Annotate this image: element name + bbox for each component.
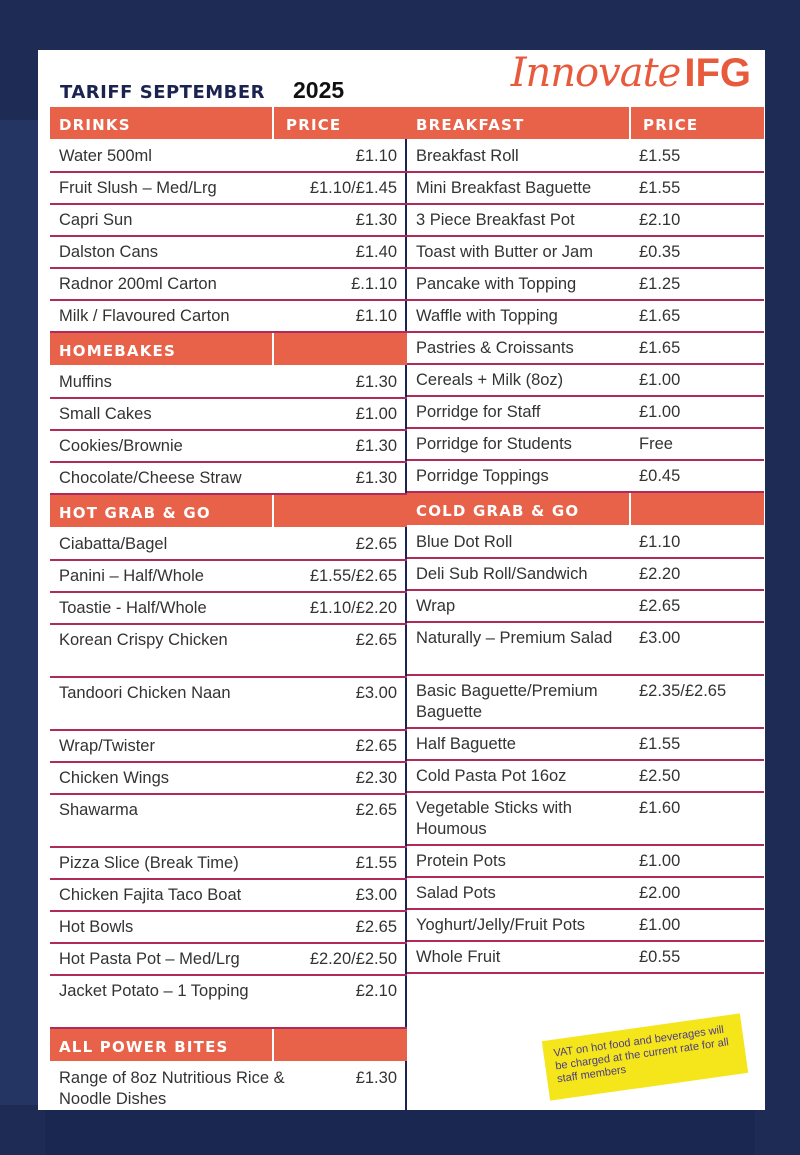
menu-row	[407, 461, 764, 493]
menu-row	[50, 763, 407, 795]
item-price: £2.50	[639, 767, 681, 785]
menu-row	[50, 237, 407, 269]
item-price: £2.35/£2.65	[639, 682, 727, 700]
item-name: Water 500ml	[59, 147, 152, 165]
menu-row	[407, 910, 764, 942]
item-name: Porridge for Students	[416, 435, 572, 453]
item-price: £2.65	[355, 535, 397, 553]
menu-row	[407, 397, 764, 429]
menu-row	[407, 365, 764, 397]
menu-row	[50, 463, 407, 495]
item-name: Hot Pasta Pot – Med/Lrg	[59, 950, 240, 968]
item-name: Cereals + Milk (8oz)	[416, 371, 564, 389]
item-name: Korean Crispy Chicken	[59, 631, 228, 649]
section-title: BREAKFAST	[407, 107, 631, 139]
item-name: Milk / Flavoured Carton	[59, 307, 230, 325]
menu-row	[407, 429, 764, 461]
menu-row	[407, 676, 764, 729]
title-bar	[38, 50, 765, 107]
menu-row	[407, 237, 764, 269]
menu-row	[50, 269, 407, 301]
item-name: Fruit Slush – Med/Lrg	[59, 179, 217, 197]
vat-sticky-note: VAT on hot food and beverages will be charged at the current rate for all staff members	[542, 1013, 748, 1100]
tariff-year: 2025	[293, 77, 345, 103]
item-name: Capri Sun	[59, 211, 133, 229]
menu-row	[50, 301, 407, 333]
price-header-empty	[631, 493, 764, 525]
item-price: £1.10	[639, 533, 681, 551]
tariff-sheet	[38, 50, 765, 1110]
background-panel	[0, 120, 40, 1105]
menu-row	[407, 205, 764, 237]
item-name: Tandoori Chicken Naan	[59, 684, 231, 702]
price-header-empty	[274, 333, 407, 365]
item-name: Half Baguette	[416, 735, 516, 753]
menu-row	[50, 561, 407, 593]
menu-row	[407, 623, 764, 676]
left-column	[50, 107, 407, 1116]
item-price: £1.25	[639, 275, 681, 293]
item-price: £2.00	[639, 884, 681, 902]
item-price: £2.10	[639, 211, 681, 229]
item-name: Toastie - Half/Whole	[59, 599, 207, 617]
section-header-cold-grab	[407, 493, 764, 525]
item-price: £1.00	[639, 371, 681, 389]
item-name: Panini – Half/Whole	[59, 567, 204, 585]
item-price: Free	[639, 435, 673, 453]
item-name: Mini Breakfast Baguette	[416, 179, 592, 197]
item-price: £0.45	[639, 467, 681, 485]
item-name: Whole Fruit	[416, 948, 501, 966]
item-price: £0.35	[639, 243, 681, 261]
menu-row	[407, 141, 764, 173]
item-name: Chicken Wings	[59, 769, 170, 787]
item-name: Chicken Fajita Taco Boat	[59, 886, 242, 904]
item-price: £2.30	[355, 769, 397, 787]
item-name: Muffins	[59, 373, 112, 391]
item-name: Waffle with Topping	[416, 307, 558, 325]
item-price: £2.10	[355, 982, 397, 1000]
item-name: Jacket Potato – 1 Topping	[59, 982, 249, 1000]
item-price: £1.00	[355, 405, 397, 423]
menu-row	[50, 173, 407, 205]
item-name: Breakfast Roll	[416, 147, 519, 165]
item-price: £3.00	[639, 629, 681, 647]
item-price: £2.65	[355, 737, 397, 755]
menu-row	[407, 761, 764, 793]
item-name: Porridge Toppings	[416, 467, 549, 485]
item-name: Toast with Butter or Jam	[416, 243, 593, 261]
price-header: PRICE	[643, 116, 699, 134]
item-price: £1.55/£2.65	[309, 567, 397, 585]
menu-row	[50, 795, 407, 848]
item-name: Cookies/Brownie	[59, 437, 183, 455]
item-price: £1.10/£1.45	[309, 179, 397, 197]
item-price: £2.65	[639, 597, 681, 615]
item-price: £1.55	[355, 854, 397, 872]
item-name: Blue Dot Roll	[416, 533, 513, 551]
menu-row	[50, 731, 407, 763]
item-price: £3.00	[355, 684, 397, 702]
item-price: £1.55	[639, 179, 681, 197]
menu-row	[50, 848, 407, 880]
menu-row	[50, 141, 407, 173]
section-title: COLD GRAB & GO	[407, 493, 631, 525]
section-header-drinks	[50, 107, 407, 139]
item-name: Pizza Slice (Break Time)	[59, 854, 239, 872]
item-price: £.1.10	[351, 275, 397, 293]
menu-row	[50, 399, 407, 431]
item-price: £2.65	[355, 918, 397, 936]
logo-bold-text: IFG	[684, 51, 751, 95]
item-price: £1.10/£2.20	[309, 599, 397, 617]
logo-script-text: Innovate	[510, 50, 681, 96]
item-name: Range of 8oz Nutritious Rice & Noodle Dishes	[59, 1069, 285, 1108]
innovate-ifg-logo	[511, 50, 751, 102]
section-header-homebakes	[50, 333, 407, 365]
menu-row	[50, 205, 407, 237]
item-name: Cold Pasta Pot 16oz	[416, 767, 567, 785]
item-price: £2.65	[355, 631, 397, 649]
section-title: HOT GRAB & GO	[50, 495, 274, 527]
item-name: Pancake with Topping	[416, 275, 577, 293]
menu-row	[50, 367, 407, 399]
menu-row	[50, 976, 407, 1029]
item-name: Protein Pots	[416, 852, 506, 870]
menu-row	[407, 729, 764, 761]
item-price: £1.00	[639, 916, 681, 934]
item-name: Porridge for Staff	[416, 403, 541, 421]
section-title: ALL POWER BITES	[50, 1029, 274, 1061]
item-price: £1.40	[355, 243, 397, 261]
item-name: Dalston Cans	[59, 243, 159, 261]
menu-row	[407, 173, 764, 205]
item-name: Deli Sub Roll/Sandwich	[416, 565, 588, 583]
menu-row	[407, 333, 764, 365]
menu-row	[407, 942, 764, 974]
menu-row	[50, 912, 407, 944]
item-price: £1.55	[639, 735, 681, 753]
item-price: £1.10	[355, 307, 397, 325]
item-name: Yoghurt/Jelly/Fruit Pots	[416, 916, 586, 934]
menu-row	[50, 1063, 407, 1116]
tariff-title: TARIFF SEPTEMBER	[60, 82, 266, 103]
item-price: £1.10	[355, 147, 397, 165]
item-name: Naturally – Premium Salad	[416, 629, 613, 647]
menu-row	[407, 527, 764, 559]
menu-row	[50, 593, 407, 625]
background-panel-bottom	[45, 1110, 755, 1155]
menu-row	[50, 625, 407, 678]
price-header-empty	[274, 1029, 407, 1061]
item-name: Shawarma	[59, 801, 138, 819]
item-price: £2.20	[639, 565, 681, 583]
menu-row	[407, 591, 764, 623]
item-name: Chocolate/Cheese Straw	[59, 469, 242, 487]
item-price: £1.00	[639, 852, 681, 870]
menu-row	[407, 846, 764, 878]
section-header-breakfast	[407, 107, 764, 139]
menu-row	[50, 678, 407, 731]
menu-row	[50, 880, 407, 912]
menu-row	[50, 944, 407, 976]
item-name: Hot Bowls	[59, 918, 134, 936]
menu-row	[407, 269, 764, 301]
item-price: £1.60	[639, 799, 681, 817]
item-price: £1.65	[639, 307, 681, 325]
menu-row	[407, 559, 764, 591]
right-column	[407, 107, 764, 974]
menu-row	[50, 529, 407, 561]
section-header-power-bites	[50, 1029, 407, 1061]
menu-row	[407, 878, 764, 910]
item-price: £1.30	[355, 469, 397, 487]
item-price: £2.20/£2.50	[309, 950, 397, 968]
price-header: PRICE	[286, 116, 342, 134]
item-price: £1.30	[355, 211, 397, 229]
item-price: £1.30	[355, 437, 397, 455]
item-name: Wrap	[416, 597, 456, 615]
item-price: £3.00	[355, 886, 397, 904]
item-price: £2.65	[355, 801, 397, 819]
item-price: £1.65	[639, 339, 681, 357]
item-price: £1.55	[639, 147, 681, 165]
menu-row	[407, 301, 764, 333]
item-name: Salad Pots	[416, 884, 496, 902]
section-title: DRINKS	[50, 107, 274, 139]
item-name: Basic Baguette/Premium Baguette	[416, 682, 598, 721]
item-name: Ciabatta/Bagel	[59, 535, 168, 553]
item-price: £1.30	[355, 1069, 397, 1087]
menu-row	[407, 793, 764, 846]
section-title: HOMEBAKES	[50, 333, 274, 365]
item-price: £1.00	[639, 403, 681, 421]
item-name: 3 Piece Breakfast Pot	[416, 211, 575, 229]
item-name: Pastries & Croissants	[416, 339, 574, 357]
item-name: Small Cakes	[59, 405, 152, 423]
item-price: £1.30	[355, 373, 397, 391]
menu-row	[50, 431, 407, 463]
section-header-hot-grab	[50, 495, 407, 527]
item-name: Radnor 200ml Carton	[59, 275, 217, 293]
item-name: Vegetable Sticks with Houmous	[416, 799, 572, 838]
item-name: Wrap/Twister	[59, 737, 155, 755]
price-header-empty	[274, 495, 407, 527]
item-price: £0.55	[639, 948, 681, 966]
